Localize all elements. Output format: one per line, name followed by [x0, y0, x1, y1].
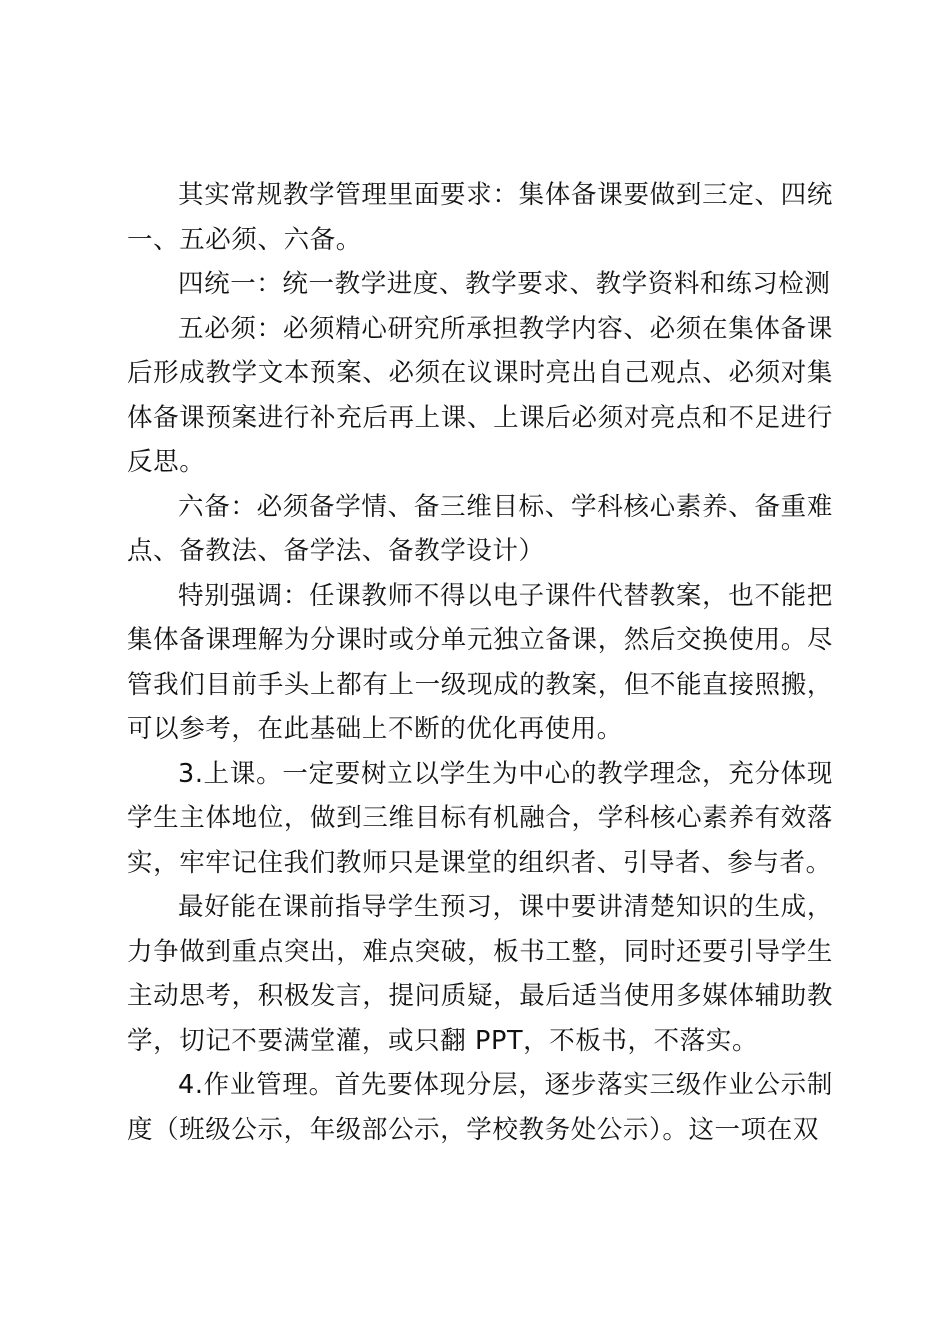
- document-body: [127, 173, 833, 1152]
- paragraph-collective-lesson-prep: 其实常规教学管理里面要求：集体备课要做到三定、四统一、五必须、六备。: [127, 180, 833, 255]
- paragraph-six-preparations: 六备：必须备学情、备三维目标、学科核心素养、备重难点、备教法、备学法、备教学设计）: [127, 491, 833, 566]
- paragraph-special-emphasis: 特别强调：任课教师不得以电子课件代替教案，也不能把集体备课理解为分课时或分单元独立备课，然后交换使用。尽管我们目前手头上都有上一级现成的教案，但不能直接照搬，可以参考，在此基础上不断的优化再使用。: [127, 580, 833, 744]
- paragraph-teaching-class: 3.上课。一定要树立以学生为中心的教学理念，充分体现学生主体地位，做到三维目标有机融合，学科核心素养有效落实，牢牢记住我们教师只是课堂的组织者、引导者、参与者。: [127, 758, 833, 878]
- paragraph-five-musts: 五必须：必须精心研究所承担教学内容、必须在集体备课后形成教学文本预案、必须在议课时亮出自己观点、必须对集体备课预案进行补充后再上课、上课后必须对亮点和不足进行反思。: [127, 313, 833, 477]
- paragraph-preview-guidance: 最好能在课前指导学生预习，课中要讲清楚知识的生成，力争做到重点突出，难点突破，板书工整，同时还要引导学生主动思考，积极发言，提问质疑，最后适当使用多媒体辅助教学，切记不要满堂灌，或只翻 PPT，不板书，不落实。: [127, 892, 833, 1056]
- paragraph-homework-management: 4.作业管理。首先要体现分层，逐步落实三级作业公示制度（班级公示，年级部公示，学校教务处公示）。这一项在双: [127, 1070, 833, 1145]
- paragraph-four-unifications: 四统一：统一教学进度、教学要求、教学资料和练习检测: [178, 269, 831, 299]
